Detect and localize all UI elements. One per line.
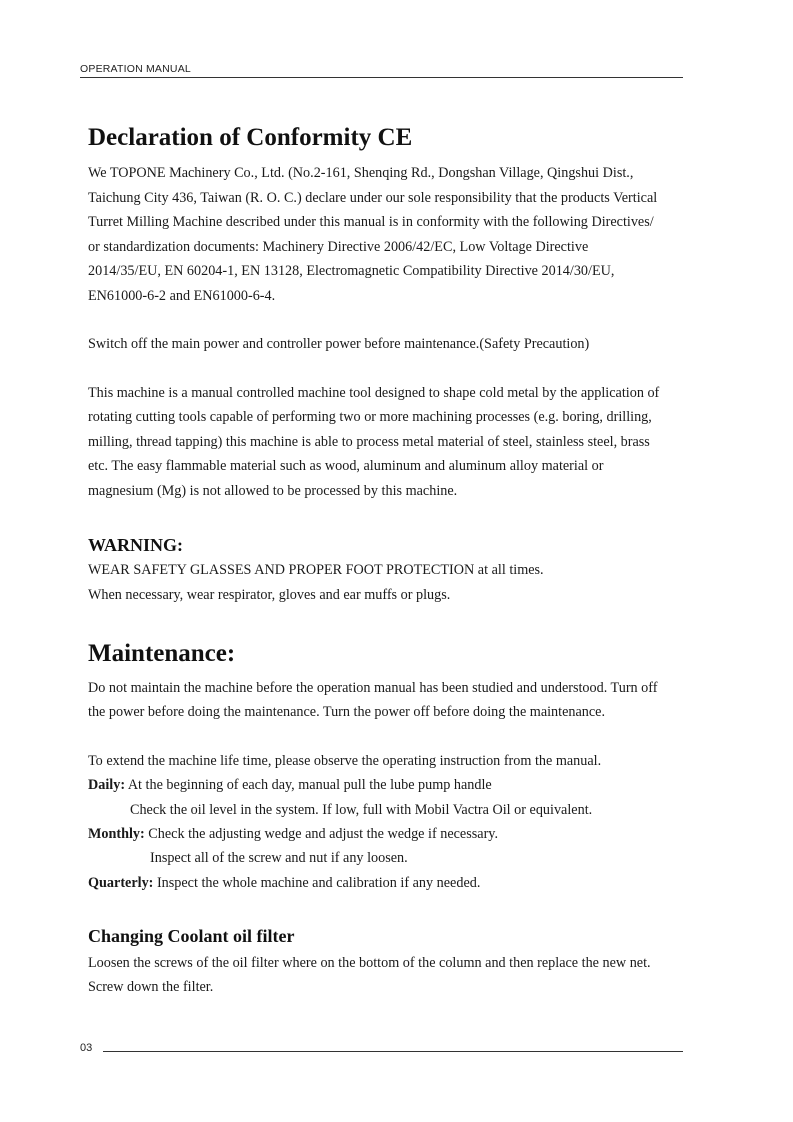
daily-text-2: Check the oil level in the system. If low, full with Mobil Vactra Oil or equivalent.	[130, 802, 593, 818]
header-divider	[80, 77, 683, 78]
warning-line-2: When necessary, wear respirator, gloves and ear muffs or plugs.	[88, 587, 451, 603]
maintenance-intro-line: Do not maintain the machine before the operation manual has been studied and understood. Turn off	[88, 680, 658, 696]
declaration-line: EN61000-6-2 and EN61000-6-4.	[88, 288, 276, 304]
maintenance-intro-line: the power before doing the maintenance. Turn the power off before doing the maintenance.	[88, 704, 606, 720]
usage-line: magnesium (Mg) is not allowed to be processed by this machine.	[88, 483, 458, 499]
maintenance-extend-note: To extend the machine life time, please observe the operating instruction from the manual.	[88, 753, 602, 769]
warning-title: WARNING:	[88, 535, 184, 555]
quarterly-text: Inspect the whole machine and calibration if any needed.	[156, 875, 481, 891]
schedule-monthly	[88, 826, 498, 843]
quarterly-label: Quarterly:	[88, 875, 154, 891]
monthly-label: Monthly:	[88, 826, 145, 842]
coolant-title: Changing Coolant oil filter	[88, 926, 295, 946]
schedule-daily	[88, 777, 492, 794]
warning-line-1: WEAR SAFETY GLASSES AND PROPER FOOT PROTECTION at all times.	[88, 562, 544, 578]
usage-line: This machine is a manual controlled machine tool designed to shape cold metal by the application of	[88, 385, 660, 401]
declaration-title: Declaration of Conformity CE	[88, 124, 413, 151]
monthly-text-2: Inspect all of the screw and nut if any loosen.	[150, 850, 408, 866]
declaration-line: Taichung City 436, Taiwan (R. O. C.) declare under our sole responsibility that the products Vertical	[88, 190, 658, 206]
maintenance-title: Maintenance:	[88, 640, 236, 667]
usage-line: milling, thread tapping) this machine is able to process metal material of steel, stainless steel, brass	[88, 434, 650, 450]
footer-divider	[103, 1051, 683, 1052]
schedule-quarterly	[88, 875, 480, 892]
coolant-line-1: Loosen the screws of the oil filter where on the bottom of the column and then replace the new net.	[88, 955, 651, 971]
header-label: OPERATION MANUAL	[80, 63, 191, 75]
declaration-line: or standardization documents: Machinery Directive 2006/42/EC, Low Voltage Directive	[88, 239, 589, 255]
daily-label: Daily:	[88, 777, 126, 793]
usage-line: etc. The easy flammable material such as wood, aluminum and aluminum alloy material or	[88, 458, 604, 474]
daily-text: At the beginning of each day, manual pull the lube pump handle	[127, 777, 492, 793]
safety-precaution: Switch off the main power and controller power before maintenance.(Safety Precaution)	[88, 336, 590, 352]
declaration-line: Turret Milling Machine described under this manual is in conformity with the following Directives/	[88, 214, 654, 230]
usage-line: rotating cutting tools capable of performing two or more machining processes (e.g. boring, drilling,	[88, 409, 652, 425]
page-number: 03	[80, 1042, 93, 1054]
declaration-line: 2014/35/EU, EN 60204-1, EN 13128, Electromagnetic Compatibility Directive 2014/30/EU,	[88, 263, 615, 279]
coolant-line-2: Screw down the filter.	[88, 979, 214, 995]
declaration-line: We TOPONE Machinery Co., Ltd. (No.2-161, Shenqing Rd., Dongshan Village, Qingshui Dist.,	[88, 165, 634, 181]
monthly-text: Check the adjusting wedge and adjust the wedge if necessary.	[148, 826, 499, 842]
